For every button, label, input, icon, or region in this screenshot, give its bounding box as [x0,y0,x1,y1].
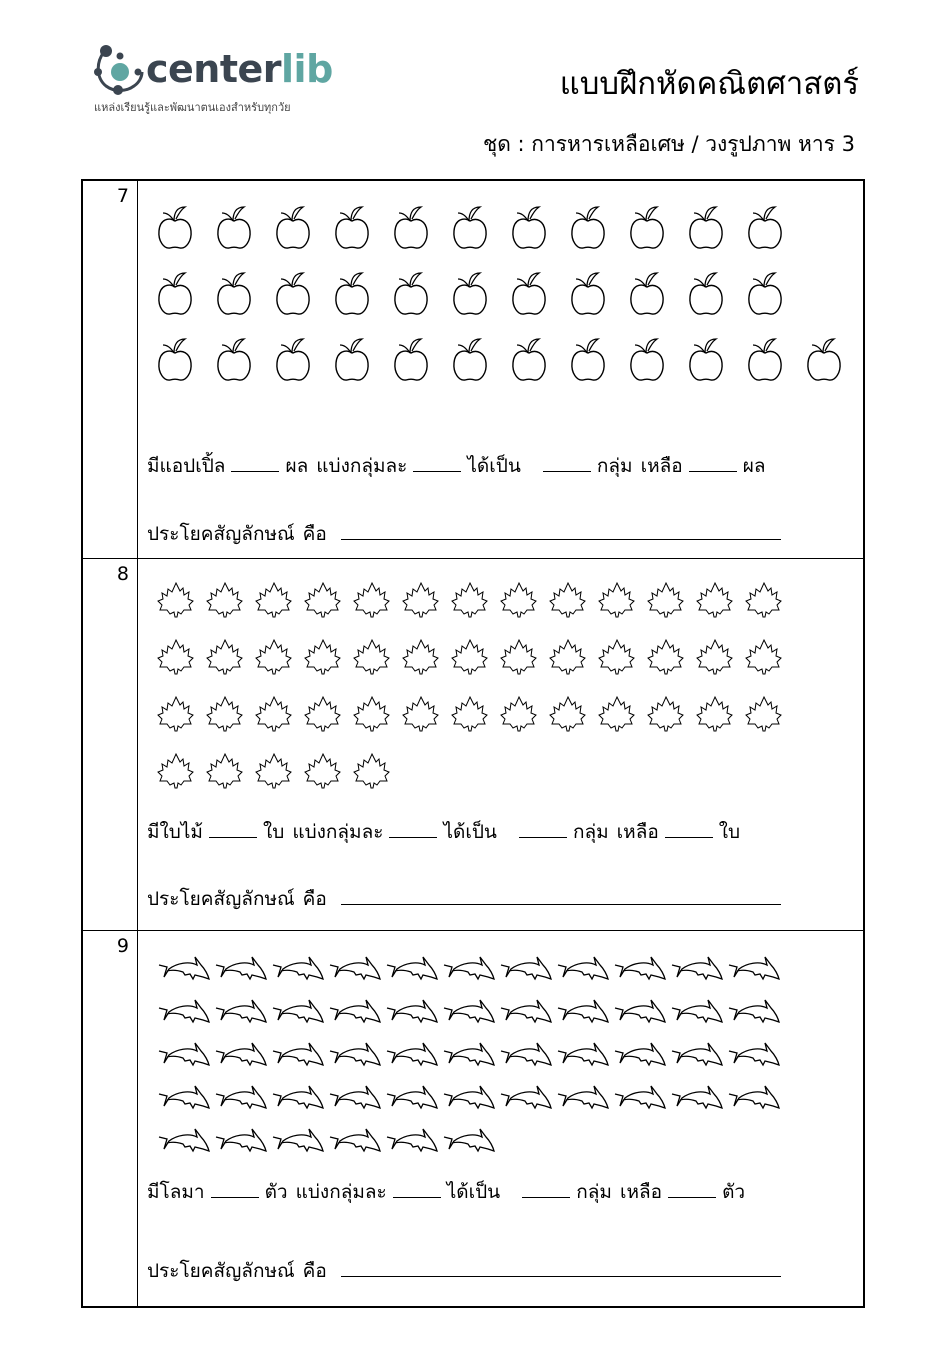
dolphin-icon [497,1082,554,1125]
maple-leaf-icon [351,693,400,750]
dolphin-icon [440,953,497,996]
dolphin-icon [155,996,212,1039]
apple-icon [155,199,214,265]
dolphin-icon [383,1039,440,1082]
picture-row [155,265,863,331]
maple-leaf-icon [596,579,645,636]
maple-leaf-icon [498,636,547,693]
picture-row [155,750,792,807]
maple-leaf-icon [253,579,302,636]
sentence-text: ตัว แบ่งกลุ่มละ [264,1181,387,1203]
exercise-content [139,181,863,558]
maple-leaf-icon [400,579,449,636]
picture-row [155,1125,782,1168]
apple-icon [804,331,863,397]
apple-icon [627,199,686,265]
dolphin-icon [668,1039,725,1082]
sentence-text: ใบ แบ่งกลุ่มละ [262,821,384,843]
dolphin-icon [383,953,440,996]
dolphin-icon [326,1039,383,1082]
symbol-answer-line[interactable] [341,903,781,905]
dolphin-icon [212,1082,269,1125]
centerlib-logo [92,42,352,117]
dolphin-icon [725,953,782,996]
apple-icon [214,265,273,331]
maple-leaf-icon [155,636,204,693]
apple-icon [627,265,686,331]
blank-group-count[interactable] [522,1196,570,1198]
picture-grid [155,199,863,397]
exercise-number: 9 [116,935,129,957]
symbol-answer-line[interactable] [341,538,781,540]
logo-wordmark [146,44,333,94]
exercise-number: 8 [116,563,129,585]
maple-leaf-icon [253,750,302,807]
question-sentence [147,817,740,847]
blank-remainder[interactable] [668,1196,716,1198]
apple-icon [391,265,450,331]
apple-icon [155,331,214,397]
picture-grid [155,953,782,1168]
symbol-sentence [147,1256,781,1286]
maple-leaf-icon [694,693,743,750]
maple-leaf-icon [547,579,596,636]
exercise-number: 7 [116,185,129,207]
apple-icon [568,265,627,331]
picture-row [155,1039,782,1082]
apple-icon [686,199,745,265]
dolphin-icon [440,1125,497,1168]
dolphin-icon [155,1039,212,1082]
maple-leaf-icon [547,693,596,750]
blank-group-count[interactable] [519,836,567,838]
sentence-text: ใบ [718,821,741,843]
maple-leaf-icon [302,750,351,807]
dolphin-icon [155,1082,212,1125]
dolphin-icon [383,1125,440,1168]
dolphin-icon [326,996,383,1039]
exercise-content [139,559,863,930]
maple-leaf-icon [204,693,253,750]
apple-icon [509,199,568,265]
dolphin-icon [269,1125,326,1168]
picture-row [155,636,792,693]
maple-leaf-icon [253,693,302,750]
symbol-sentence [147,884,781,914]
apple-icon [332,331,391,397]
dolphin-icon [440,996,497,1039]
maple-leaf-icon [155,693,204,750]
blank-total[interactable] [231,470,279,472]
apple-icon [745,331,804,397]
exercise-8 [83,559,863,931]
dolphin-icon [269,1082,326,1125]
sentence-text: กลุ่ม เหลือ [596,455,683,477]
symbol-label: ประโยคสัญลักษณ์ คือ [147,888,327,910]
dolphin-icon [212,996,269,1039]
apple-icon [686,331,745,397]
maple-leaf-icon [302,636,351,693]
apple-icon [450,331,509,397]
dolphin-icon [611,996,668,1039]
apple-icon [214,199,273,265]
maple-leaf-icon [449,579,498,636]
apple-icon [568,331,627,397]
maple-leaf-icon [400,693,449,750]
maple-leaf-icon [596,636,645,693]
dolphin-icon [326,1125,383,1168]
maple-leaf-icon [302,693,351,750]
dolphin-icon [326,1082,383,1125]
maple-leaf-icon [351,750,400,807]
sentence-text: ผล [742,455,766,477]
apple-icon [627,331,686,397]
apple-icon [214,331,273,397]
maple-leaf-icon [694,579,743,636]
apple-icon [745,199,804,265]
dolphin-icon [212,1039,269,1082]
blank-group-size[interactable] [393,1196,441,1198]
blank-group-size[interactable] [389,836,437,838]
apple-icon [391,331,450,397]
blank-total[interactable] [209,836,257,838]
dolphin-icon [668,1082,725,1125]
maple-leaf-icon [155,750,204,807]
dolphin-icon [725,1039,782,1082]
molecule-logo-icon [92,42,148,98]
symbol-label: ประโยคสัญลักษณ์ คือ [147,1260,327,1282]
apple-icon [450,199,509,265]
dolphin-icon [611,953,668,996]
dolphin-icon [155,953,212,996]
apple-icon [332,199,391,265]
maple-leaf-icon [449,693,498,750]
number-cell [83,931,138,1306]
exercise-table [81,179,865,1308]
dolphin-icon [611,1082,668,1125]
number-cell [83,181,138,558]
apple-icon [273,265,332,331]
logo-word-center: center [146,47,282,91]
sentence-text: ผล แบ่งกลุ่มละ [285,455,408,477]
dolphin-icon [554,1039,611,1082]
maple-leaf-icon [498,579,547,636]
apple-icon [391,199,450,265]
apple-icon [332,265,391,331]
maple-leaf-icon [400,636,449,693]
maple-leaf-icon [155,579,204,636]
apple-icon [273,199,332,265]
maple-leaf-icon [302,579,351,636]
sentence-text: มีแอปเปิ้ล [147,455,226,477]
blank-group-size[interactable] [413,470,461,472]
apple-icon [686,265,745,331]
maple-leaf-icon [596,693,645,750]
sentence-text: ได้เป็น [443,821,497,843]
logo-tagline: แหล่งเรียนรู้และพัฒนาตนเองสำหรับทุกวัย [94,101,291,114]
maple-leaf-icon [547,636,596,693]
apple-icon [273,331,332,397]
sentence-text: ได้เป็น [446,1181,501,1203]
picture-row [155,1082,782,1125]
maple-leaf-icon [743,579,792,636]
picture-row [155,579,792,636]
dolphin-icon [554,953,611,996]
apple-icon [745,265,804,331]
apple-icon [509,331,568,397]
dolphin-icon [212,953,269,996]
dolphin-icon [554,1082,611,1125]
blank-remainder[interactable] [689,470,737,472]
dolphin-icon [497,953,554,996]
dolphin-icon [440,1039,497,1082]
worksheet-title: แบบฝึกหัดคณิตศาสตร์ [559,66,859,102]
number-cell [83,559,138,930]
dolphin-icon [725,1082,782,1125]
symbol-sentence [147,519,781,549]
sentence-text: มีใบไม้ [147,821,203,843]
dolphin-icon [497,1039,554,1082]
worksheet-subtitle: ชุด : การหารเหลือเศษ / วงรูปภาพ หาร 3 [482,132,855,156]
maple-leaf-icon [351,636,400,693]
dolphin-icon [725,996,782,1039]
maple-leaf-icon [204,636,253,693]
maple-leaf-icon [743,636,792,693]
apple-icon [568,199,627,265]
exercise-7 [83,181,863,559]
apple-icon [155,265,214,331]
maple-leaf-icon [694,636,743,693]
dolphin-icon [668,996,725,1039]
picture-row [155,996,782,1039]
question-sentence [147,1177,745,1207]
dolphin-icon [554,996,611,1039]
picture-row [155,199,863,265]
picture-row [155,953,782,996]
sentence-text: มีโลมา [147,1181,205,1203]
exercise-content [139,931,863,1306]
apple-icon [509,265,568,331]
dolphin-icon [440,1082,497,1125]
dolphin-icon [497,996,554,1039]
symbol-answer-line[interactable] [341,1275,781,1277]
sentence-text: กลุ่ม เหลือ [572,821,659,843]
blank-remainder[interactable] [665,836,713,838]
apple-icon [450,265,509,331]
symbol-label: ประโยคสัญลักษณ์ คือ [147,523,327,545]
maple-leaf-icon [204,579,253,636]
dolphin-icon [212,1125,269,1168]
maple-leaf-icon [351,579,400,636]
dolphin-icon [668,953,725,996]
dolphin-icon [155,1125,212,1168]
dolphin-icon [326,953,383,996]
dolphin-icon [383,1082,440,1125]
picture-grid [155,579,792,807]
blank-total[interactable] [211,1196,259,1198]
maple-leaf-icon [498,693,547,750]
maple-leaf-icon [645,579,694,636]
dolphin-icon [269,996,326,1039]
dolphin-icon [269,953,326,996]
dolphin-icon [269,1039,326,1082]
dolphin-icon [383,996,440,1039]
logo-word-lib: lib [281,47,333,91]
blank-group-count[interactable] [543,470,591,472]
sentence-text: ได้เป็น [467,455,521,477]
maple-leaf-icon [645,693,694,750]
maple-leaf-icon [204,750,253,807]
exercise-9 [83,931,863,1306]
picture-row [155,331,863,397]
sentence-text: กลุ่ม เหลือ [576,1181,663,1203]
maple-leaf-icon [645,636,694,693]
sentence-text: ตัว [722,1181,746,1203]
picture-row [155,693,792,750]
maple-leaf-icon [449,636,498,693]
question-sentence [147,451,765,481]
maple-leaf-icon [743,693,792,750]
maple-leaf-icon [253,636,302,693]
dolphin-icon [611,1039,668,1082]
